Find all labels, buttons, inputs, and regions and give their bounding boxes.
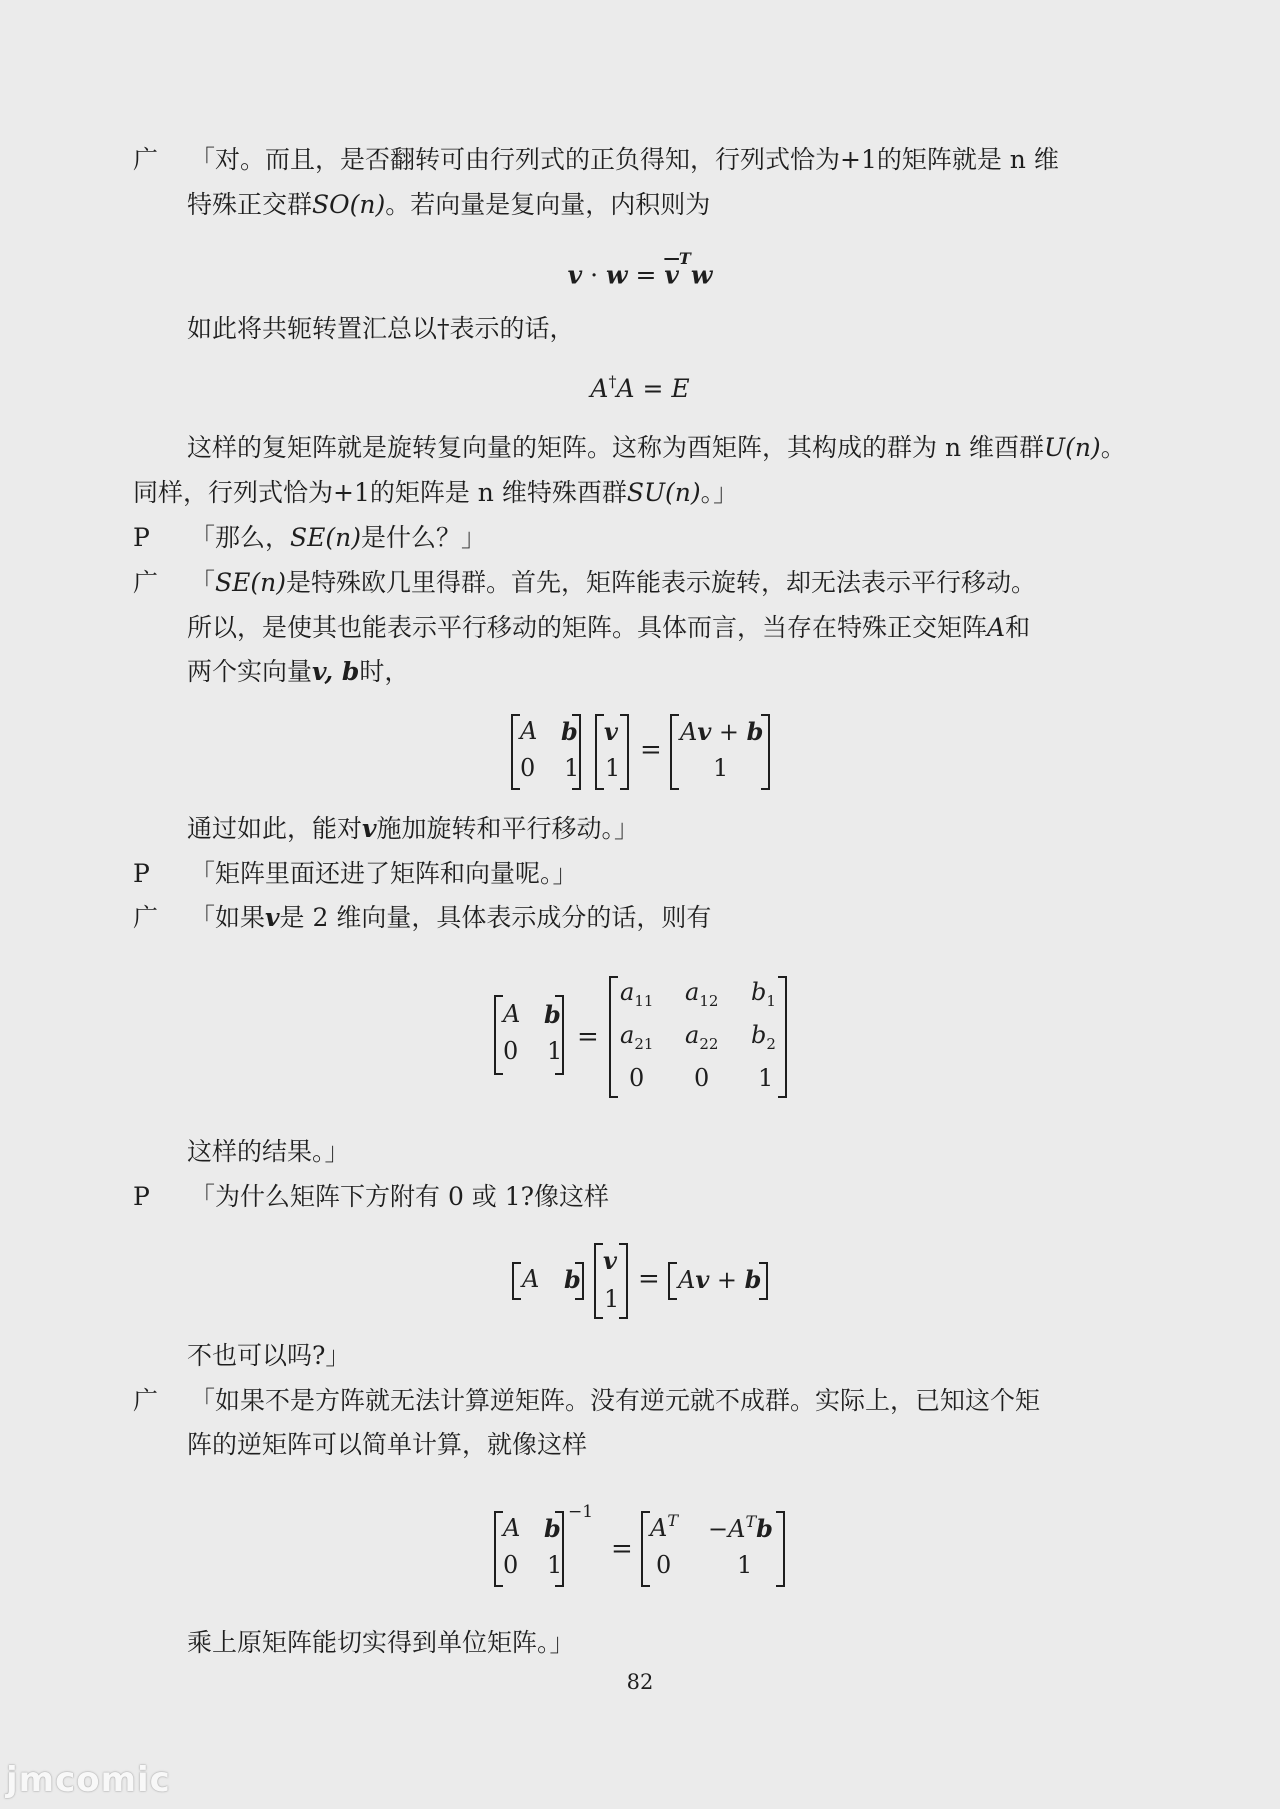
matrix-A-b: A b 0 1: [494, 995, 564, 1075]
speaker-p: P: [133, 1182, 150, 1211]
text-line: 两个实向量v, b时，: [187, 657, 410, 686]
watermark-logo: jmcomic: [6, 1760, 171, 1800]
text-line: 这样的复矩阵就是旋转复向量的矩阵。这称为酉矩阵，其构成的群为 n 维酉群U(n)。: [187, 433, 1126, 462]
speaker-guang: 广: [133, 568, 159, 597]
vector-v-1: v 1: [594, 1243, 628, 1319]
vector-result: Av + b 1: [670, 714, 770, 790]
text-line: 「如果不是方阵就无法计算逆矩阵。没有逆元就不成群。实际上，已知这个矩: [190, 1386, 1041, 1415]
equation-unitary: A†A = E: [590, 372, 690, 403]
document-page: 广 「对。而且，是否翻转可由行列式的正负得知，行列式恰为+1的矩阵就是 n 维 特殊正交群SO(n)。若向量是复向量，内积则为 $v \cdot w = \overline{v}^Tw$ 如此将共轭转置汇总以†表示的话， A†A = E 这样的复矩阵就是旋转复向量的矩阵。这称为酉矩阵，其构成的群为 n 维酉群U(n)。 同样，行列式恰为+1的矩阵是 n 维特殊酉群SU(n)。」 P 「那么，SE(n)是什么？」 广 「SE(n)是特殊欧几里得群。首先，矩阵能表示旋转，却无法表示平行移动。 所以，是使其也能表示平行移动的矩阵。具体而言，当存在特殊正交矩阵A和 两个实向量v, b时， A b 0 1 v 1 = Av + b 1 通过如此，能对v施加旋转和平行移动。」 P 「矩阵里面还进了矩阵和向量呢。」 广 「如果v是 2 维向量，具体表示成分的话，则有 A b 0 1 = $a_{11}$ $a_{12}$ $b_1$ $a_{21}$ $a_{22}$ $b_2$ 0 0 1 这样的结果。」 P 「为什么矩阵下方附有 0 或 1?像这样 A b v 1 = Av + b 不也可以吗?」 广 「如果不是方阵就无法计算逆矩阵。没有逆元就不成群。实际上，已知这个矩 阵的逆矩阵可以简单计算，就像这样 A b 0 1 −1 = $A^T$ $-A^Tb$ 0 1 乘上原矩阵能切实得到单位矩阵。」 82 jmcomic: [0, 0, 1280, 1809]
text-line: 「矩阵里面还进了矩阵和向量呢。」: [190, 859, 578, 888]
speaker-p: P: [133, 859, 150, 888]
matrix-3x3: $a_{11}$ $a_{12}$ $b_1$ $a_{21}$ $a_{22}$ $b_2$ 0 0 1: [609, 976, 787, 1098]
speaker-p: P: [133, 523, 150, 552]
matrix-A-b: A b 0 1: [494, 1511, 564, 1587]
text-line: 乘上原矩阵能切实得到单位矩阵。」: [187, 1628, 575, 1657]
text-line: 阵的逆矩阵可以简单计算，就像这样: [187, 1430, 588, 1459]
speaker-guang: 广: [133, 145, 159, 174]
matrix-A-b-row: A b: [512, 1262, 584, 1300]
text-line: 「那么，SE(n)是什么？」: [190, 523, 487, 552]
page-number: 82: [626, 1670, 654, 1694]
text-line: 「如果v是 2 维向量，具体表示成分的话，则有: [190, 903, 712, 932]
text-line: 不也可以吗?」: [187, 1341, 351, 1370]
equation-inner-product: $v \cdot w = \overline{v}^Tw$: [567, 249, 713, 290]
vector-v-1: v 1: [595, 714, 629, 790]
text-line: 这样的结果。」: [187, 1137, 350, 1166]
text-line: 通过如此，能对v施加旋转和平行移动。」: [187, 814, 640, 843]
vector-result-row: Av + b: [668, 1262, 768, 1300]
text-line: 特殊正交群SO(n)。若向量是复向量，内积则为: [187, 190, 711, 219]
text-line: 同样，行列式恰为+1的矩阵是 n 维特殊酉群SU(n)。」: [133, 478, 739, 507]
speaker-guang: 广: [133, 903, 159, 932]
text-line: 「为什么矩阵下方附有 0 或 1?像这样: [190, 1182, 610, 1211]
matrix-A-b: A b 0 1: [511, 714, 581, 790]
text-line: 如此将共轭转置汇总以†表示的话，: [187, 314, 575, 343]
speaker-guang: 广: [133, 1386, 159, 1415]
text-line: 「SE(n)是特殊欧几里得群。首先，矩阵能表示旋转，却无法表示平行移动。: [190, 568, 1037, 597]
matrix-inverse: $A^T$ $-A^Tb$ 0 1: [641, 1511, 785, 1587]
text-line: 「对。而且，是否翻转可由行列式的正负得知，行列式恰为+1的矩阵就是 n 维: [190, 145, 1059, 174]
text-line: 所以，是使其也能表示平行移动的矩阵。具体而言，当存在特殊正交矩阵A和: [187, 613, 1031, 642]
